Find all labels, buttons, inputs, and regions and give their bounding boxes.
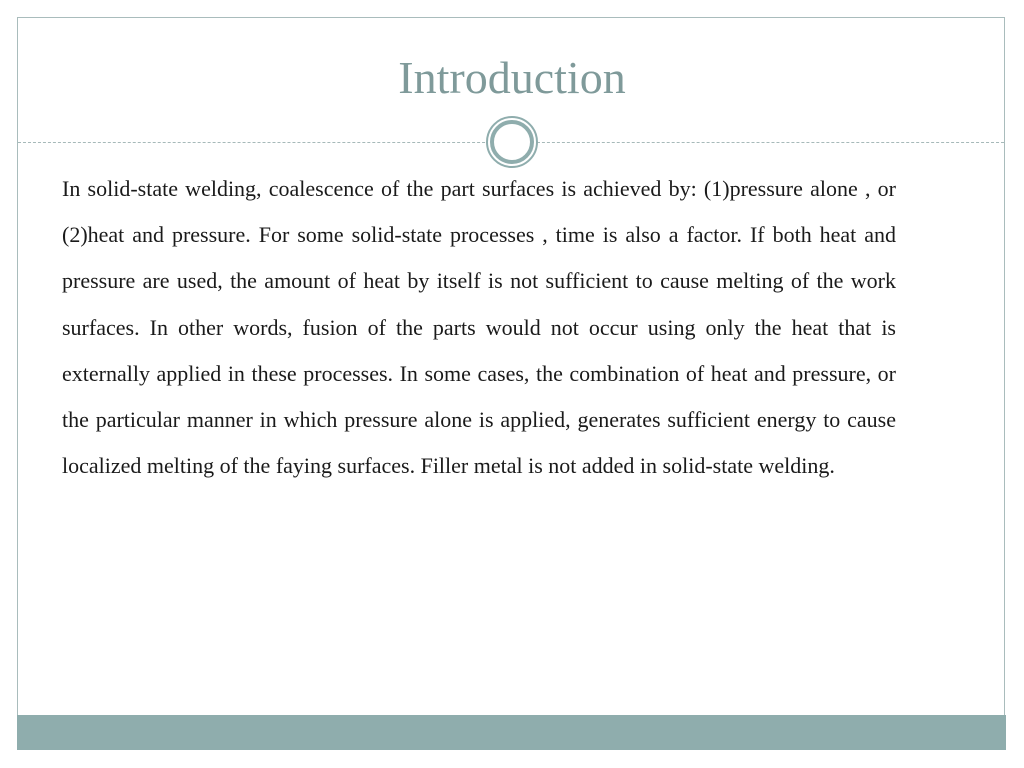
footer-bar [17, 715, 1006, 750]
body-paragraph: In solid-state welding, coalescence of the part surfaces is achieved by: (1)pressure alone , or (2)heat and pressure. For some solid-state processes , time is also a factor. If both heat and pressure are used, the amount of heat by itself is not sufficient to cause melting of the work surfaces. In other words, fusion of the parts would not occur using only the heat that is externally applied in these processes. In some cases, the combination of heat and pressure, or the particular manner in which pressure alone is applied, generates sufficient energy to cause localized melting of the faying surfaces. Filler metal is not added in solid-state welding. [62, 176, 896, 479]
slide-title: Introduction [398, 52, 626, 103]
circle-ring-icon [485, 115, 539, 169]
